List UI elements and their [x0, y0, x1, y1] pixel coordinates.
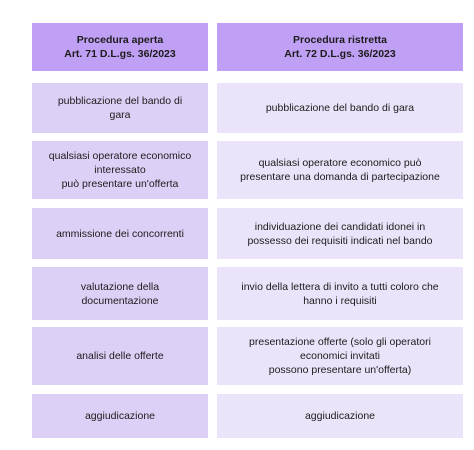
- header-open-procedure: [32, 23, 208, 71]
- open-step-1: [32, 83, 208, 133]
- open-step-5: [32, 327, 208, 385]
- restricted-step-2-label: qualsiasi operatore economico può presentare una domanda di partecipazione: [240, 157, 440, 183]
- open-step-5-label: analisi delle offerte: [76, 350, 164, 362]
- open-step-1-label: pubblicazione del bando di gara: [57, 95, 183, 121]
- restricted-step-1-label: pubblicazione del bando di gara: [265, 102, 415, 114]
- restricted-step-5: [217, 327, 463, 385]
- header-restricted-procedure-label: Procedura ristretta Art. 72 D.L.gs. 36/2023: [284, 34, 396, 60]
- restricted-step-4: [217, 267, 463, 320]
- open-step-4: [32, 267, 208, 320]
- open-step-2: [32, 141, 208, 199]
- open-step-3-label: ammissione dei concorrenti: [56, 227, 184, 240]
- header-restricted-procedure: [217, 23, 463, 71]
- header-open-procedure-label: Procedura aperta Art. 71 D.L.gs. 36/2023: [64, 34, 176, 60]
- restricted-step-6-label: aggiudicazione: [304, 410, 376, 422]
- restricted-step-1: [217, 83, 463, 133]
- open-step-6-label: aggiudicazione: [84, 410, 156, 422]
- restricted-step-3-label: individuazione dei candidati idonei in possesso dei requisiti indicati nel bando: [247, 220, 433, 247]
- open-step-6: [32, 394, 208, 438]
- restricted-step-3: [217, 208, 463, 259]
- open-step-4-label: valutazione della documentazione: [80, 280, 160, 307]
- open-step-3: [32, 208, 208, 259]
- restricted-step-6: [217, 394, 463, 438]
- restricted-step-2: [217, 141, 463, 199]
- restricted-step-5-label: presentazione offerte (solo gli operatori economici invitati possono presentare un'offerta): [249, 336, 431, 376]
- open-step-2-label: qualsiasi operatore economico interessato può presentare un'offerta: [48, 150, 192, 190]
- restricted-step-4-label: invio della lettera di invito a tutti coloro che hanno i requisiti: [241, 280, 439, 307]
